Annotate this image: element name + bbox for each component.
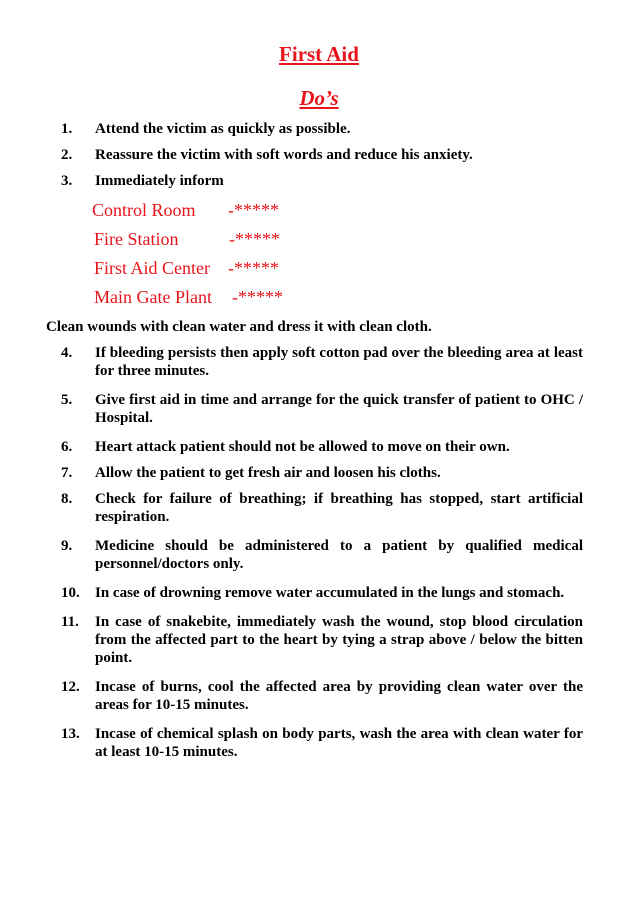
item-number: 8.	[61, 491, 73, 507]
contact-name: Fire Station	[94, 229, 179, 249]
instructions-list	[61, 344, 583, 772]
item-number: 13.	[61, 726, 80, 742]
item-text: Incase of chemical splash on body parts, wash the area with clean water for at least 10-15 minutes.	[95, 726, 583, 760]
item-text: Immediately inform	[95, 173, 224, 189]
item-number: 7.	[61, 465, 73, 481]
contact-row-control-room	[92, 200, 392, 229]
clean-wounds-line: Clean wounds with clean water and dress it with clean cloth.	[46, 319, 432, 335]
list-item	[61, 391, 583, 427]
item-text: If bleeding persists then apply soft cotton pad over the bleeding area at least for three minutes.	[95, 345, 583, 379]
subtitle-text: Do’s	[299, 86, 339, 110]
contact-name: First Aid Center	[94, 258, 210, 278]
item-text: In case of snakebite, immediately wash the wound, stop blood circulation from the affected part to the heart by tying a strap above / below the bitten point.	[95, 614, 583, 666]
contact-row-main-gate-plant	[94, 287, 394, 316]
item-text: Check for failure of breathing; if breathing has stopped, start artificial respiration.	[95, 491, 583, 525]
contact-number: -*****	[228, 200, 279, 220]
item-text: Incase of burns, cool the affected area by providing clean water over the areas for 10-15 minutes.	[95, 679, 583, 713]
list-item	[61, 464, 583, 482]
page-subtitle	[0, 86, 638, 111]
item-text: Reassure the victim with soft words and reduce his anxiety.	[95, 147, 473, 163]
contact-row-first-aid-center	[94, 258, 394, 287]
list-item	[61, 537, 583, 573]
list-item	[61, 146, 589, 164]
intro-list	[61, 120, 589, 198]
list-item	[61, 725, 583, 761]
item-text: In case of drowning remove water accumulated in the lungs and stomach.	[95, 585, 565, 601]
contact-list	[92, 200, 392, 316]
item-number: 6.	[61, 439, 73, 455]
item-number: 9.	[61, 538, 73, 554]
list-item	[61, 438, 583, 456]
item-text: Attend the victim as quickly as possible.	[95, 121, 351, 137]
contact-name: Main Gate Plant	[94, 287, 212, 307]
item-number: 5.	[61, 392, 73, 408]
item-number: 10.	[61, 585, 80, 601]
list-item	[61, 120, 589, 138]
contact-number: -*****	[228, 258, 279, 278]
contact-number: -*****	[229, 229, 280, 249]
contact-number: -*****	[232, 287, 283, 307]
list-item	[61, 344, 583, 380]
list-item	[61, 584, 583, 602]
item-text: Heart attack patient should not be allowed to move on their own.	[95, 439, 510, 455]
list-item	[61, 490, 583, 526]
item-number: 4.	[61, 345, 73, 361]
page-title: First Aid	[279, 42, 359, 66]
item-text: Allow the patient to get fresh air and loosen his cloths.	[95, 465, 441, 481]
contact-name: Control Room	[92, 200, 196, 220]
item-number: 11.	[61, 614, 79, 630]
list-item	[61, 172, 589, 190]
list-item	[61, 613, 583, 667]
item-text: Give first aid in time and arrange for the quick transfer of patient to OHC / Hospital.	[95, 392, 583, 426]
item-number: 3.	[61, 173, 73, 189]
item-number: 12.	[61, 679, 80, 695]
item-number: 2.	[61, 147, 73, 163]
list-item	[61, 678, 583, 714]
item-number: 1.	[61, 121, 73, 137]
contact-row-fire-station	[94, 229, 394, 258]
item-text: Medicine should be administered to a patient by qualified medical personnel/doctors only.	[95, 538, 583, 572]
